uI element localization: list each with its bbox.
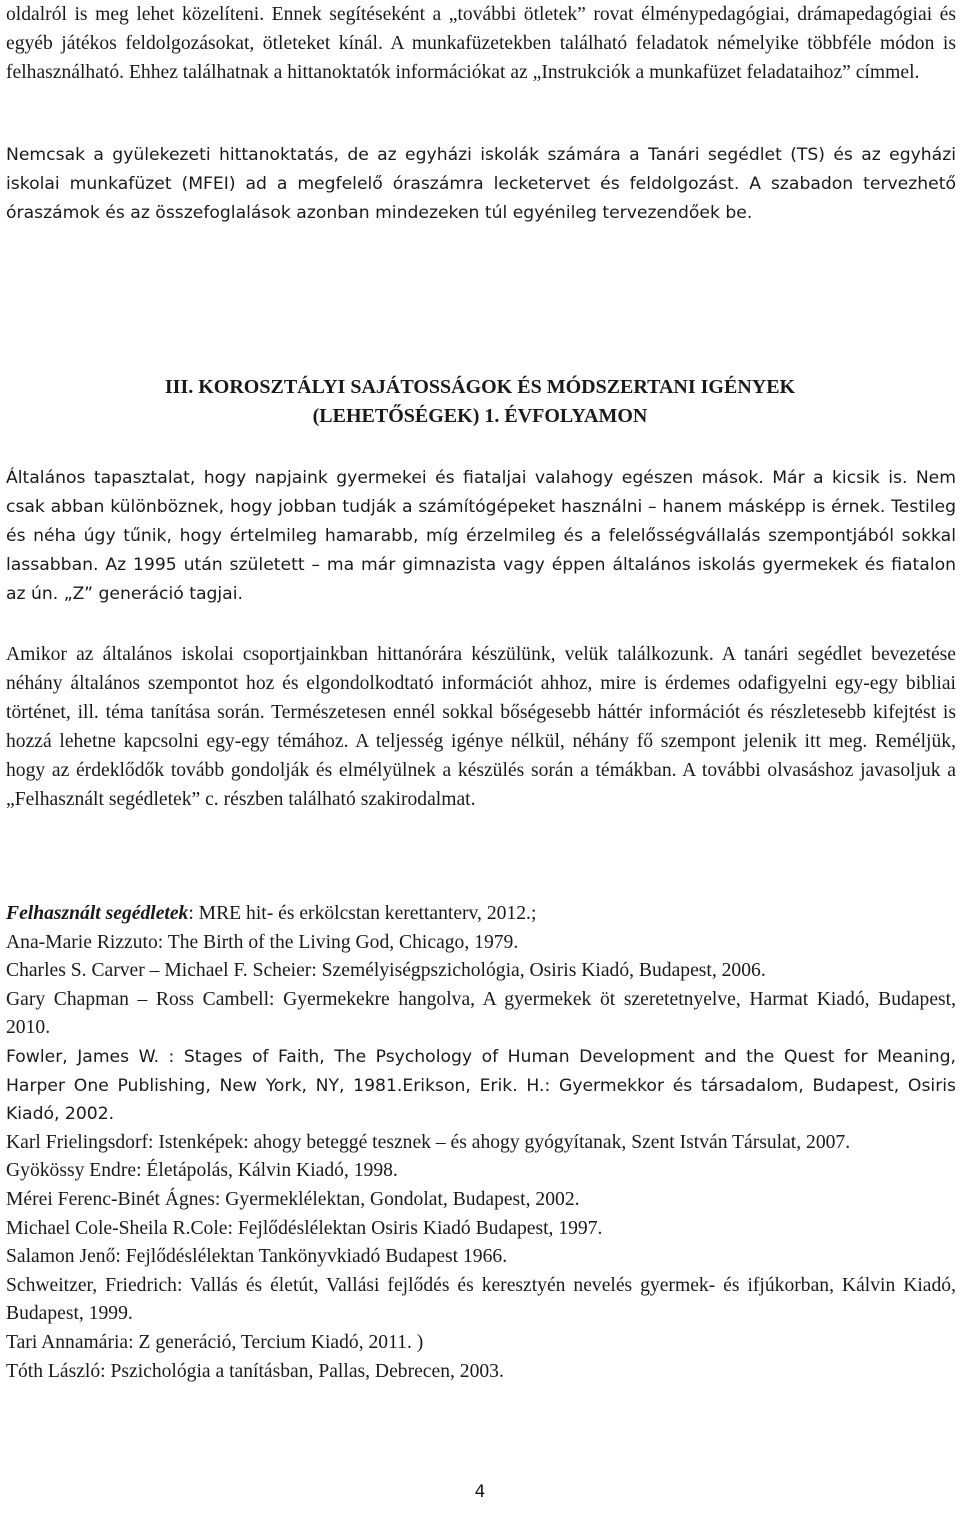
reference-item: Michael Cole-Sheila R.Cole: Fejlődéslélektan Osiris Kiadó Budapest, 1997. <box>6 1217 603 1239</box>
reference-item: Fowler, James W. : Stages of Faith, The Psychology of Human Development and the Quest for Meaning, Harper One Publishing, New York, NY, 1981.Erikson, Erik. H.: Gyermekkor és társadalom, Budapest, Osiris Kiadó, 2002. <box>6 1046 956 1125</box>
reference-item: Schweitzer, Friedrich: Vallás és életút, Vallási fejlődés és keresztyén nevelés gyermek- és ifjúkorban, Kálvin Kiadó, Budapest, 1999. <box>6 1274 956 1325</box>
references-label: Felhasznált segédletek <box>6 903 189 924</box>
reference-item: Tari Annamária: Z generáció, Tercium Kiadó, 2011. ) <box>6 1331 424 1353</box>
body-paragraph-1: Általános tapasztalat, hogy napjaink gyermekei és fiataljai valahogy egészen mások. Már a kicsik is. Nem csak abban különböznek, hogy jobban tudják a számítógépeket használni – hanem másképp is érnek. Testileg és néha úgy tűnik, hogy értelmileg hamarabb, míg érzelmileg és a felelősségvállalás szempontjából sokkal lassabban. Az 1995 után született – ma már gimnazista vagy éppen általános iskolás gyermekek és fiatalon az ún. „Z” generáció tagjai. <box>6 468 956 604</box>
section-heading-line-2: (LEHETŐSÉGEK) 1. ÉVFOLYAMON <box>312 405 648 427</box>
section-heading-line-1: III. KOROSZTÁLYI SAJÁTOSSÁGOK ÉS MÓDSZERTANI IGÉNYEK <box>164 376 796 398</box>
reference-item: Karl Frielingsdorf: Istenképek: ahogy beteggé tesznek – és ahogy gyógyítanak, Szent István Társulat, 2007. <box>6 1131 851 1153</box>
reference-item: Salamon Jenő: Fejlődéslélektan Tankönyvkiadó Budapest 1966. <box>6 1246 508 1268</box>
page-number: 4 <box>474 1482 486 1502</box>
reference-item: Gyökössy Endre: Életápolás, Kálvin Kiadó, 1998. <box>6 1160 398 1182</box>
body-paragraph-2: Amikor az általános iskolai csoportjainkban hittanórára készülünk, velük találkozunk. A tanári segédlet bevezetése néhány általános szempontot hoz és elgondolkodtató információt ahhoz, mire is érdemes odafigyelni egy-egy bibliai történet, ill. téma tanítása során. Természetesen ennél sokkal bőségesebb háttér információt és részletesebb kifejtést is hozzá lehetne kapcsolni egy-egy témához. A teljesség igénye nélkül, néhány fő szempont jelenik itt meg. Reméljük, hogy az érdeklődők tovább gondolják és elmélyülnek a készülés során a témákban. A további olvasáshoz javasoljuk a „Felhasznált segédletek” c. részben található szakirodalmat. <box>6 644 956 810</box>
references-first-item <box>6 900 956 929</box>
reference-item: Charles S. Carver – Michael F. Scheier: Személyiségpszichológia, Osiris Kiadó, Budapest, 2006. <box>6 960 766 982</box>
intro-paragraph: oldalról is meg lehet közelíteni. Ennek segítéseként a „további ötletek” rovat élménypedagógiai, drámapedagógiai és egyéb játékos feldolgozásokat, ötleteket kínál. A munkafüzetekben található feladatok némelyike többféle módon is felhasználható. Ehhez találhatnak a hittanoktatók információkat az „Instrukciók a munkafüzet feladataihoz” címmel. <box>6 4 956 83</box>
reference-item: Tóth László: Pszichológia a tanításban, Pallas, Debrecen, 2003. <box>6 1360 504 1382</box>
references-first-text: : MRE hit- és erkölcstan kerettanterv, 2012.; <box>188 903 537 924</box>
references-list <box>6 900 956 1386</box>
reference-item: Ana-Marie Rizzuto: The Birth of the Living God, Chicago, 1979. <box>6 931 519 953</box>
second-paragraph: Nemcsak a gyülekezeti hittanoktatás, de az egyházi iskolák számára a Tanári segédlet (TS) és az egyházi iskolai munkafüzet (MFEI) ad a megfelelő óraszámra lecketervet és feldolgozást. A szabadon tervezhető óraszámok és az összefoglalások azonban mindezeken túl egyénileg tervezendőek be. <box>6 145 956 223</box>
reference-item: Gary Chapman – Ross Cambell: Gyermekekre hangolva, A gyermekek öt szeretetnyelve, Harmat Kiadó, Budapest, 2010. <box>6 988 956 1039</box>
reference-item: Mérei Ferenc-Binét Ágnes: Gyermeklélektan, Gondolat, Budapest, 2002. <box>6 1188 580 1210</box>
